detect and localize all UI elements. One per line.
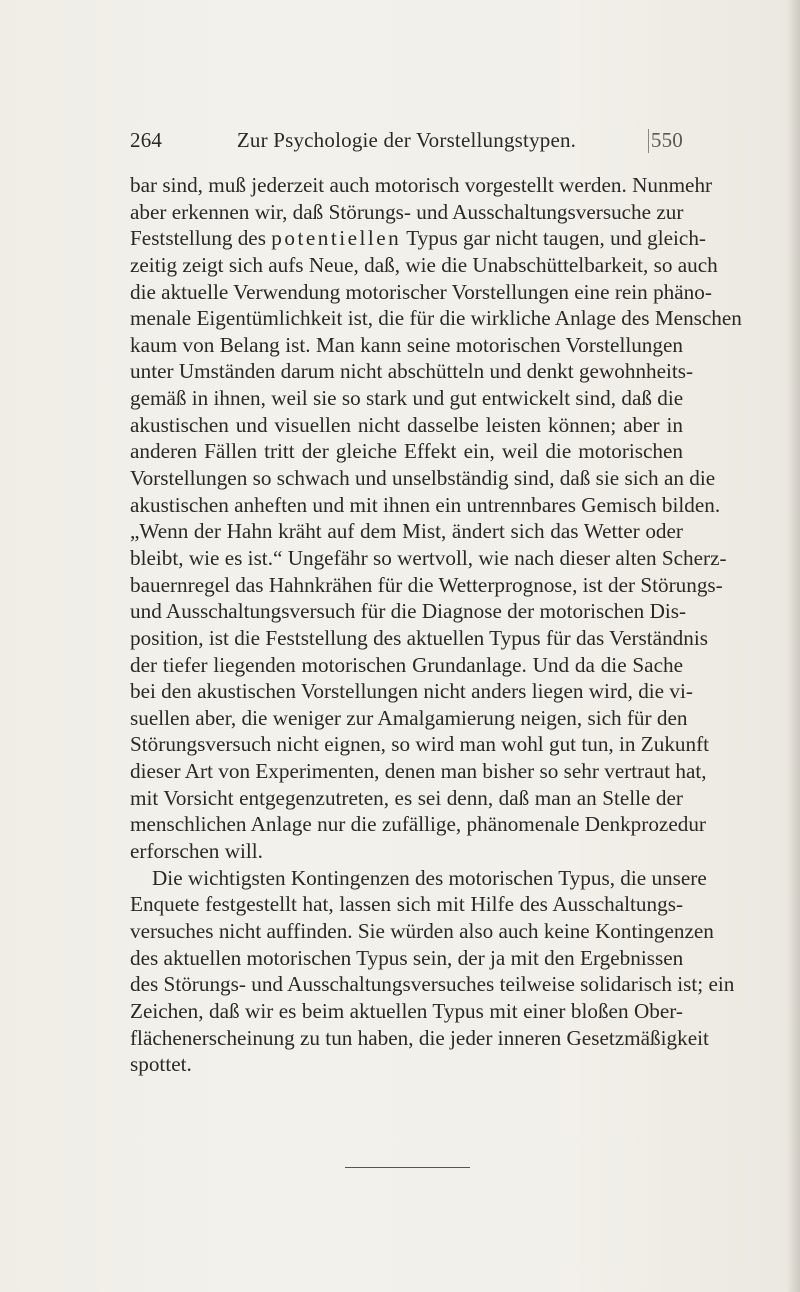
text-line: spottet. — [130, 1052, 192, 1077]
section-end-rule — [345, 1167, 470, 1168]
running-title: Zur Psychologie der Vorstellungstypen. — [236, 128, 577, 152]
original-page-number: 550 — [650, 128, 683, 152]
text-line: gemäß in ihnen, weil sie so stark und gut entwickelt sind, daß die — [130, 386, 684, 411]
text-line: bei den akustischen Vorstellungen nicht anders liegen wird, die vi- — [130, 679, 693, 704]
text-line: Vorstellungen so schwach und unselbständig sind, daß sie sich an die — [130, 466, 716, 491]
page-number: 264 — [130, 128, 163, 152]
text-line: kaum von Belang ist. Man kann seine motorischen Vorstellungen — [130, 332, 683, 357]
text-line: mit Vorsicht entgegenzutreten, es sei denn, daß man an Stelle der — [130, 785, 683, 810]
text-line: dieser Art von Experimenten, denen man bisher so sehr vertraut hat, — [130, 759, 707, 784]
text-line: erforschen will. — [130, 839, 263, 864]
text-line — [130, 225, 706, 252]
text-line: und Ausschaltungsversuch für die Diagnose der motorischen Dis- — [130, 599, 687, 624]
page-edge-shadow — [786, 0, 800, 1292]
text-line: Zeichen, daß wir es beim aktuellen Typus mit einer bloßen Ober- — [130, 998, 683, 1023]
text-line: unter Umständen darum nicht abschütteln und denkt gewohnheits- — [130, 359, 694, 384]
text-segment: Feststellung des — [130, 226, 266, 251]
text-line: akustischen und visuellen nicht dasselbe leisten können; aber in — [130, 412, 683, 437]
text-line: suellen aber, die weniger zur Amalgamierung neigen, sich für den — [130, 705, 688, 730]
text-line: des Störungs- und Ausschaltungsversuches teilweise solidarisch ist; ein — [130, 972, 735, 997]
text-segment: Typus gar nicht taugen, und gleich- — [406, 226, 706, 251]
text-line: Enquete festgestellt hat, lassen sich mit Hilfe des Ausschaltungs- — [130, 892, 683, 917]
text-line: versuches nicht auffinden. Sie würden also auch keine Kontingenzen — [130, 918, 714, 943]
text-line: die aktuelle Verwendung motorischer Vorstellungen eine rein phäno- — [130, 279, 712, 304]
text-line: „Wenn der Hahn kräht auf dem Mist, ändert sich das Wetter oder — [130, 519, 683, 544]
text-line: bar sind, muß jederzeit auch motorisch vorgestellt werden. Nunmehr — [130, 173, 713, 197]
text-line: Die wichtigsten Kontingenzen des motorischen Typus, die unsere — [152, 865, 707, 890]
text-line: flächenerscheinung zu tun haben, die jeder inneren Gesetzmäßigkeit — [130, 1025, 709, 1050]
text-line: menschlichen Anlage nur die zufällige, phänomenale Denkprozedur — [130, 812, 706, 837]
text-line: bauernregel das Hahnkrähen für die Wetterprognose, ist der Störungs- — [130, 572, 723, 597]
text-line: anderen Fällen tritt der gleiche Effekt ein, weil die motorischen — [130, 439, 683, 464]
page-header — [130, 128, 683, 160]
text-line: position, ist die Feststellung des aktuellen Typus für das Verständnis — [130, 625, 708, 650]
text-line: der tiefer liegenden motorischen Grundanlage. Und da die Sache — [130, 652, 683, 677]
text-line: zeitig zeigt sich aufs Neue, daß, wie die Unabschüttelbarkeit, so auch — [130, 252, 718, 277]
text-line: akustischen anheften und mit ihnen ein untrennbares Gemisch bilden. — [130, 492, 721, 517]
text-line: menale Eigentümlichkeit ist, die für die wirkliche Anlage des Menschen — [130, 306, 742, 331]
emphasized-word: potentiellen — [271, 226, 402, 251]
text-line: des aktuellen motorischen Typus sein, der ja mit den Ergebnissen — [130, 945, 684, 970]
text-line: aber erkennen wir, daß Störungs- und Ausschaltungsversuche zur — [130, 199, 684, 224]
text-line: Störungsversuch nicht eignen, so wird man wohl gut tun, in Zukunft — [130, 732, 710, 757]
body-text — [130, 172, 742, 1078]
text-line: bleibt, wie es ist.“ Ungefähr so wertvoll, wie nach dieser alten Scherz- — [130, 545, 727, 570]
